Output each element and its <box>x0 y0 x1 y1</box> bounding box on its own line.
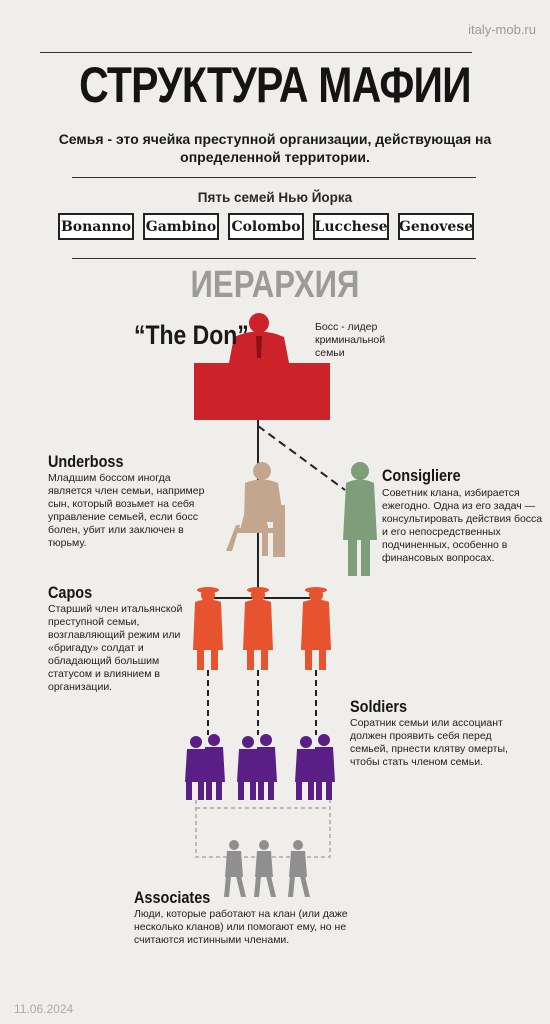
family-badge: Bonanno <box>58 213 134 240</box>
connector-don-consigliere <box>258 426 345 490</box>
associate-figure <box>224 840 246 897</box>
consigliere-description: Советник клана, избирается ежегодно. Одна из его задач — консультировать действия босса и его непосредственных подчиненных, особенно в финансовых вопросах. <box>382 487 543 564</box>
page-title: СТРУКТУРА МАФИИ <box>79 57 471 113</box>
associates-description: Люди, которые работают на клан (или даже несколько кланов) или помогают ему, но не считаются истинными членами. <box>134 908 348 946</box>
underboss-figure <box>226 462 285 557</box>
family-badge: Colombo <box>228 213 304 240</box>
families-title: Пять семей Нью Йорка <box>197 190 353 205</box>
associate-figure <box>288 840 310 897</box>
subtitle: Семья - это ячейка преступной организации, действующая на определенной территории. <box>58 131 492 165</box>
underboss-description: Младшим боссом иногда является член семьи, например сын, который возьмет на себя управление семьей, если босс болен, убит или заключен в тюрьму. <box>48 472 205 549</box>
soldiers-group <box>237 734 277 800</box>
date-stamp: 11.06.2024 <box>14 1002 74 1016</box>
capo-figure <box>193 587 223 670</box>
hierarchy-title: ИЕРАРХИЯ <box>190 264 360 306</box>
soldiers-group <box>185 734 225 800</box>
associate-figure <box>254 840 276 897</box>
consigliere-label: Consigliere <box>382 466 461 485</box>
family-badge: Lucchese <box>313 213 389 240</box>
soldiers-label: Soldiers <box>350 697 408 716</box>
don-label: “The Don” <box>134 320 249 350</box>
site-watermark: italy-mob.ru <box>468 22 536 37</box>
capos-description: Старший член итальянской преступной семьи, возглавляющий режим или «бригаду» солдат и обладающий большим статусом и влиянием в организации. <box>48 603 183 693</box>
associates-label: Associates <box>134 888 211 907</box>
don-description: Босс - лидер криминальной семьи <box>315 321 386 359</box>
underboss-label: Underboss <box>48 452 124 471</box>
family-badge: Genovese <box>398 213 474 240</box>
soldiers-group <box>295 734 335 800</box>
family-badge: Gambino <box>143 213 219 240</box>
soldiers-description: Соратник семьи или ассоциант должен проявить себя перед семьей, прнести клятву омерты, чтобы стать членом семьи. <box>350 717 508 768</box>
capo-figure <box>301 587 331 670</box>
consigliere-figure <box>343 462 377 576</box>
capo-figure <box>243 587 273 670</box>
capos-label: Capos <box>48 583 93 602</box>
